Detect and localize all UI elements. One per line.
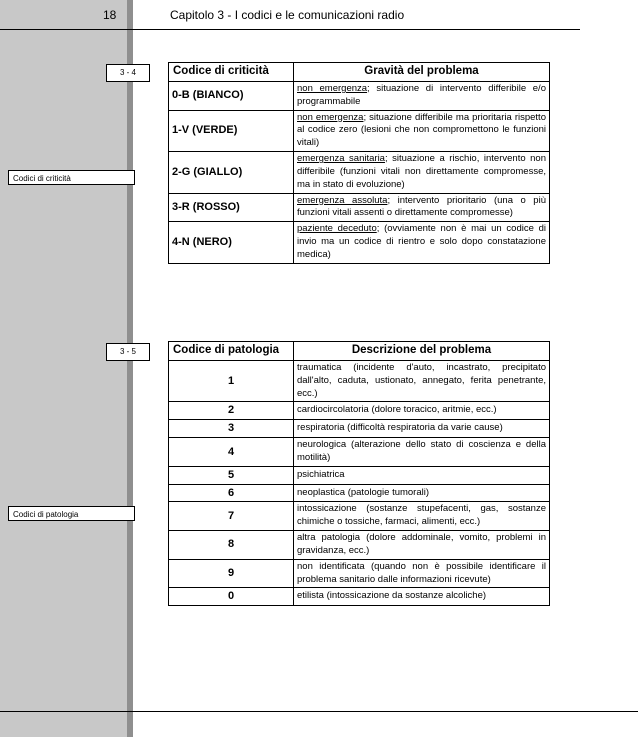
pathology-code: 3: [169, 420, 294, 438]
margin-divider: [127, 0, 133, 737]
pathology-code: 2: [169, 402, 294, 420]
criticality-code: 4-N (NERO): [169, 222, 294, 263]
pathology-description: neoplastica (patologie tumorali): [294, 484, 550, 502]
pathology-description: neurologica (alterazione dello stato di coscienza e della motilità): [294, 438, 550, 467]
table-row: [169, 484, 550, 502]
pathology-description: altra patologia (dolore addominale, vomito, problemi in gravidanza, ecc.): [294, 531, 550, 560]
column-header-description: Descrizione del problema: [294, 342, 550, 361]
severity-detail: ; situazione di intervento differibile e/o programmabile: [297, 83, 546, 107]
reference-3-4: 3 - 4: [106, 64, 150, 82]
pathology-description: intossicazione (sostanze stupefacenti, gas, sostanze chimiche o tossiche, farmaci, alimenti, ecc.): [294, 502, 550, 531]
table-row: [169, 559, 550, 588]
severity-description: [294, 82, 550, 111]
pathology-description: cardiocircolatoria (dolore toracico, aritmie, ecc.): [294, 402, 550, 420]
table-row: [169, 531, 550, 560]
table-row: [169, 82, 550, 111]
severity-detail: ; situazione differibile ma prioritaria rispetto al codice zero (lesioni che non compromettono le funzioni vitali): [297, 111, 546, 149]
header-rule: [0, 29, 580, 30]
pathology-description: respiratoria (difficoltà respiratoria da varie cause): [294, 420, 550, 438]
criticality-code: 0-B (BIANCO): [169, 82, 294, 111]
severity-detail: ; (ovviamente non è mai un codice di invio ma un codice di rientro e solo dopo constatazione medica): [297, 223, 546, 260]
table-row: [169, 588, 550, 606]
table-row: [169, 193, 550, 222]
pathology-code: 8: [169, 531, 294, 560]
severity-description: [294, 152, 550, 193]
pathology-description: traumatica (incidente d'auto, incastrato, precipitato dall'alto, caduta, ustionato, annegato, ferita penetrante, ecc.): [294, 361, 550, 402]
pathology-description: psichiatrica: [294, 466, 550, 484]
side-label-criticita: Codici di criticità: [8, 170, 135, 185]
pathology-description: etilista (intossicazione da sostanze alcoliche): [294, 588, 550, 606]
table-header-row: [169, 63, 550, 82]
column-header-code: Codice di criticità: [169, 63, 294, 82]
pathology-code: 5: [169, 466, 294, 484]
reference-3-5: 3 - 5: [106, 343, 150, 361]
table-row: [169, 222, 550, 263]
pathology-code: 6: [169, 484, 294, 502]
table-row: [169, 402, 550, 420]
page-number: 18: [103, 8, 117, 22]
severity-term: emergenza sanitaria: [297, 153, 385, 165]
chapter-title: Capitolo 3 - I codici e le comunicazioni radio: [170, 8, 405, 22]
table-row: [169, 152, 550, 193]
column-header-severity: Gravità del problema: [294, 63, 550, 82]
table-row: [169, 361, 550, 402]
column-header-code: Codice di patologia: [169, 342, 294, 361]
pathology-code: 1: [169, 361, 294, 402]
severity-term: paziente deceduto: [297, 223, 377, 235]
table-row: [169, 420, 550, 438]
criticality-code: 3-R (ROSSO): [169, 193, 294, 222]
severity-detail: ; situazione a rischio, intervento non differibile (funzioni vitali non direttamente compromesse, ma in stato di evoluzione): [297, 153, 546, 190]
table-row: [169, 502, 550, 531]
criticality-code: 1-V (VERDE): [169, 110, 294, 151]
table-header-row: [169, 342, 550, 361]
left-margin-panel: [0, 0, 127, 737]
footer-rule: [0, 711, 638, 712]
table-row: [169, 438, 550, 467]
severity-description: [294, 222, 550, 263]
pathology-table: [168, 341, 550, 606]
criticality-table: [168, 62, 550, 264]
table-row: [169, 110, 550, 151]
severity-term: non emergenza: [297, 83, 368, 94]
pathology-code: 4: [169, 438, 294, 467]
pathology-code: 9: [169, 559, 294, 588]
severity-term: non emergenza: [297, 111, 364, 123]
pathology-description: non identificata (quando non è possibile identificare il problema sanitario dalle informazioni ricevute): [294, 559, 550, 588]
severity-term: emergenza assoluta: [297, 194, 388, 206]
severity-description: [294, 193, 550, 222]
pathology-code: 0: [169, 588, 294, 606]
severity-detail: ; intervento prioritario (una o più funzioni vitali assenti o direttamente compromesse): [297, 194, 546, 219]
table-row: [169, 466, 550, 484]
severity-description: [294, 110, 550, 151]
side-label-patologia: Codici di patologia: [8, 506, 135, 521]
criticality-code: 2-G (GIALLO): [169, 152, 294, 193]
pathology-code: 7: [169, 502, 294, 531]
